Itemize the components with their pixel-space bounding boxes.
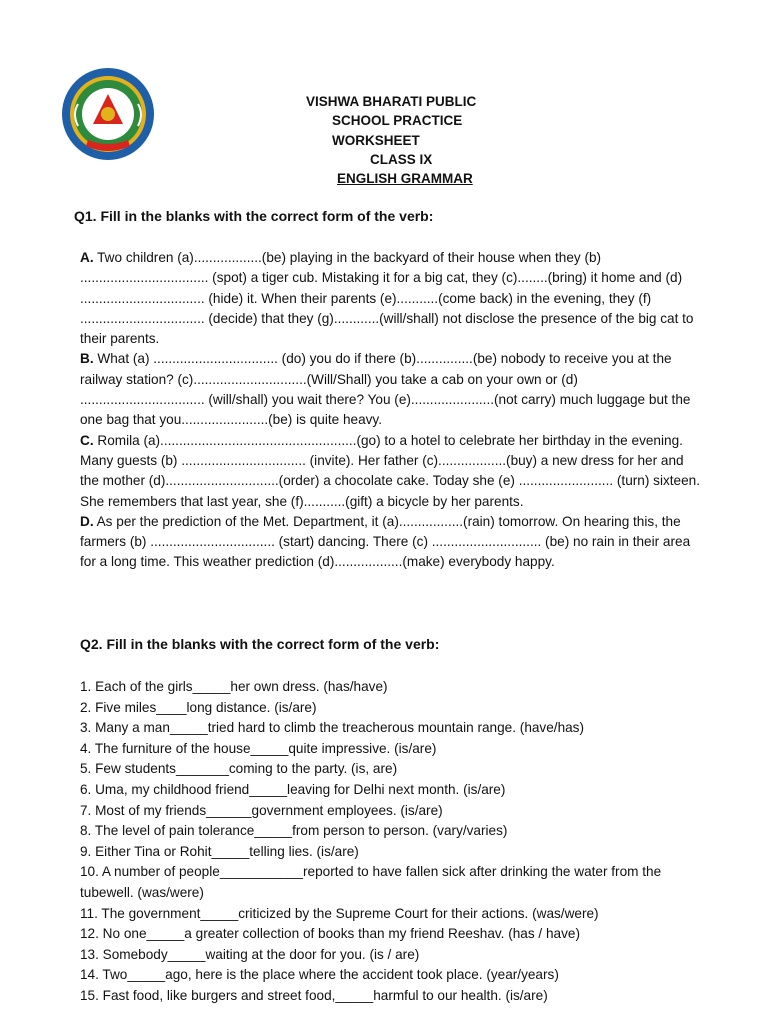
list-item: 12. No one_____a greater collection of books than my friend Reeshav. (has / have) <box>80 926 580 942</box>
passage-c <box>80 431 700 512</box>
list-item: 5. Few students_______coming to the party. (is, are) <box>80 761 398 777</box>
list-item: 3. Many a man_____tried hard to climb the treacherous mountain range. (have/has) <box>80 720 585 736</box>
list-item: 14. Two_____ago, here is the place where the accident took place. (year/years) <box>80 967 559 983</box>
list-item: 2. Five miles____long distance. (is/are) <box>80 699 317 715</box>
passage-label: B. <box>80 351 94 367</box>
q1-heading: Q1. Fill in the blanks with the correct form of the verb: <box>74 208 434 224</box>
worksheet-title <box>300 92 530 188</box>
q2-items <box>80 677 700 1007</box>
list-item: 10. A number of people___________reported to have fallen sick after drinking the water from the tubewell. (was/were) <box>80 864 662 900</box>
passage-b <box>80 349 700 430</box>
class-label: CLASS IX <box>370 151 433 167</box>
list-item: 7. Most of my friends______government employees. (is/are) <box>80 802 443 818</box>
passage-text: As per the prediction of the Met. Department, it (a).................(rain) tomorrow. On hearing this, the farmers (b) ................................. (start) dancing. There (c) ............................. (be) no rain in their area for a long time. This weather prediction (d)..................(make) everybody happy. <box>80 513 691 570</box>
passage-text: Two children (a)..................(be) playing in the backyard of their house when they (b) .................................. (spot) a tiger cub. Mistaking it for a big cat, they (c)........(bring) it home and (d) ................................. (hide) it. When their parents (e)...........(come back) in the evening, they (f) ................................. (decide) that they (g)............(will/shall) not disclose the presence of the big cat to their parents. <box>80 250 694 347</box>
passage-label: C. <box>80 432 94 448</box>
list-item: 15. Fast food, like burgers and street food,_____harmful to our health. (is/are) <box>80 987 548 1003</box>
passage-label: A. <box>80 250 94 265</box>
school-name-line2: SCHOOL PRACTICE <box>332 113 463 129</box>
list-item: 9. Either Tina or Rohit_____telling lies. (is/are) <box>80 843 359 859</box>
passage-d <box>80 512 700 573</box>
list-item: 4. The furniture of the house_____quite impressive. (is/are) <box>80 740 437 756</box>
worksheet-label: WORKSHEET <box>332 132 420 148</box>
subject-label: ENGLISH GRAMMAR <box>337 171 473 187</box>
list-item: 1. Each of the girls_____her own dress. (has/have) <box>80 679 388 694</box>
school-logo-emblem <box>58 64 158 164</box>
passage-text: What (a) ................................. (do) you do if there (b)...............(be) nobody to receive you at the railway station? (c)..............................(Will/Shall) you take a cab on your own or (d) ................................. (will/shall) you wait there? You (e)......................(not carry) much luggage but the one bag that you.......................(be) is quite heavy. <box>80 351 691 428</box>
list-item: 8. The level of pain tolerance_____from person to person. (vary/varies) <box>80 823 508 839</box>
list-item: 11. The government_____criticized by the Supreme Court for their actions. (was/were) <box>80 905 599 921</box>
school-name-line1: VISHWA BHARATI PUBLIC <box>306 94 477 109</box>
list-item: 13. Somebody_____waiting at the door for you. (is / are) <box>80 946 420 962</box>
list-item: 6. Uma, my childhood friend_____leaving for Delhi next month. (is/are) <box>80 781 506 797</box>
passage-text: Romila (a)....................................................(go) to a hotel to celebrate her birthday in the evening. Many guests (b) ................................. (invite). Her father (c)..................(buy) a new dress for her and the mother (d)..............................(order) a chocolate cake. Today she (e) ......................... (turn) sixteen. She remembers that last year, she (f)...........(gift) a bicycle by her parents. <box>80 432 701 509</box>
passage-a <box>80 248 700 349</box>
passage-label: D. <box>80 513 94 529</box>
q1-passages <box>80 248 700 573</box>
q2-heading: Q2. Fill in the blanks with the correct form of the verb: <box>80 636 440 652</box>
